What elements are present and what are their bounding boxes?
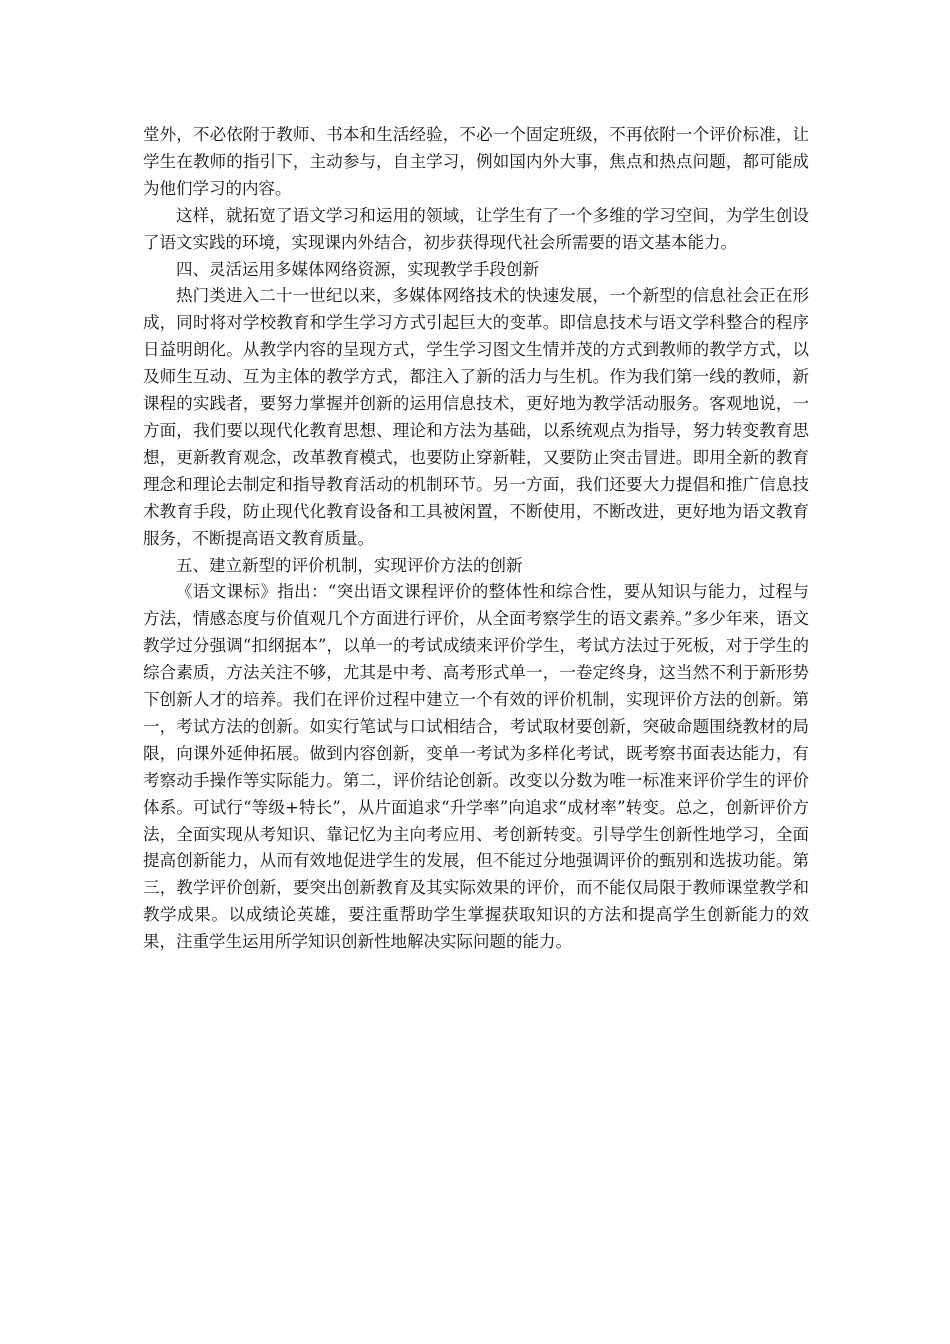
document-page xyxy=(143,122,809,956)
section-heading-4: 四、灵活运用多媒体网络资源，实现教学手段创新 xyxy=(176,259,539,279)
paragraph-body: 这样，就拓宽了语文学习和运用的领域，让学生有了一个多维的学习空间，为学生创设了语文实践的环境，实现课内外结合，初步获得现代社会所需要的语文基本能力。 xyxy=(143,205,809,252)
paragraph-body: 《语文课标》指出：“突出语文课程评价的整体性和综合性，要从知识与能力，过程与方法，情感态度与价值观几个方面进行评价，从全面考察学生的语文素养。”多少年来，语文教学过分强调“扣纲据本”，以单一的考试成绩来评价学生，考试方法过于死板，对于学生的综合素质，方法关注不够，尤其是中考、高考形式单一，一卷定终身，这当然不利于新形势下创新人才的培养。我们在评价过程中建立一个有效的评价机制，实现评价方法的创新。第一，考试方法的创新。如实行笔试与口试相结合，考试取材要创新，突破命题围绕教材的局限，向课外延伸拓展。做到内容创新，变单一考试为多样化考试，既考察书面表达能力，有考察动手操作等实际能力。第二，评价结论创新。改变以分数为唯一标准来评价学生的评价体系。可试行“等级+特长”，从片面追求“升学率”向追求“成材率”转变。总之，创新评价方法，全面实现从考知识、靠记忆为主向考应用、考创新转变。引导学生创新性地学习，全面提高创新能力，从而有效地促进学生的发展，但不能过分地强调评价的甄别和选拔功能。第三，教学评价创新，要突出创新教育及其实际效果的评价，而不能仅局限于教师课堂教学和教学成果。以成绩论英雄，要注重帮助学生掌握获取知识的方法和提高学生创新能力的效果，注重学生运用所学知识创新性地解决实际问题的能力。 xyxy=(143,582,809,952)
section-heading-5: 五、建立新型的评价机制，实现评价方法的创新 xyxy=(176,555,523,575)
paragraph-continuation: 堂外，不必依附于教师、书本和生活经验，不必一个固定班级，不再依附一个评价标准，让学生在教师的指引下，主动参与，自主学习，例如国内外大事，焦点和热点问题，都可能成为他们学习的内容。 xyxy=(143,125,809,198)
paragraph-body: 热门类进入二十一世纪以来，多媒体网络技术的快速发展，一个新型的信息社会正在形成，同时将对学校教育和学生学习方式引起巨大的变革。即信息技术与语文学科整合的程序日益明朗化。从教学内容的呈现方式，学生学习图文生情并茂的方式到教师的教学方式，以及师生互动、互为主体的教学方式，都注入了新的活力与生机。作为我们第一线的教师，新课程的实践者，要努力掌握并创新的运用信息技术，更好地为教学活动服务。客观地说，一方面，我们要以现代化教育思想、理论和方法为基础，以系统观点为指导，努力转变教育思想，更新教育观念，改革教育模式，也要防止穿新鞋，又要防止突击冒进。即用全新的教育理念和理论去制定和指导教育活动的机制环节。另一方面，我们还要大力提倡和推广信息技术教育手段，防止现代化教育设备和工具被闲置，不断使用，不断改进，更好地为语文教育服务，不断提高语文教育质量。 xyxy=(143,286,809,548)
